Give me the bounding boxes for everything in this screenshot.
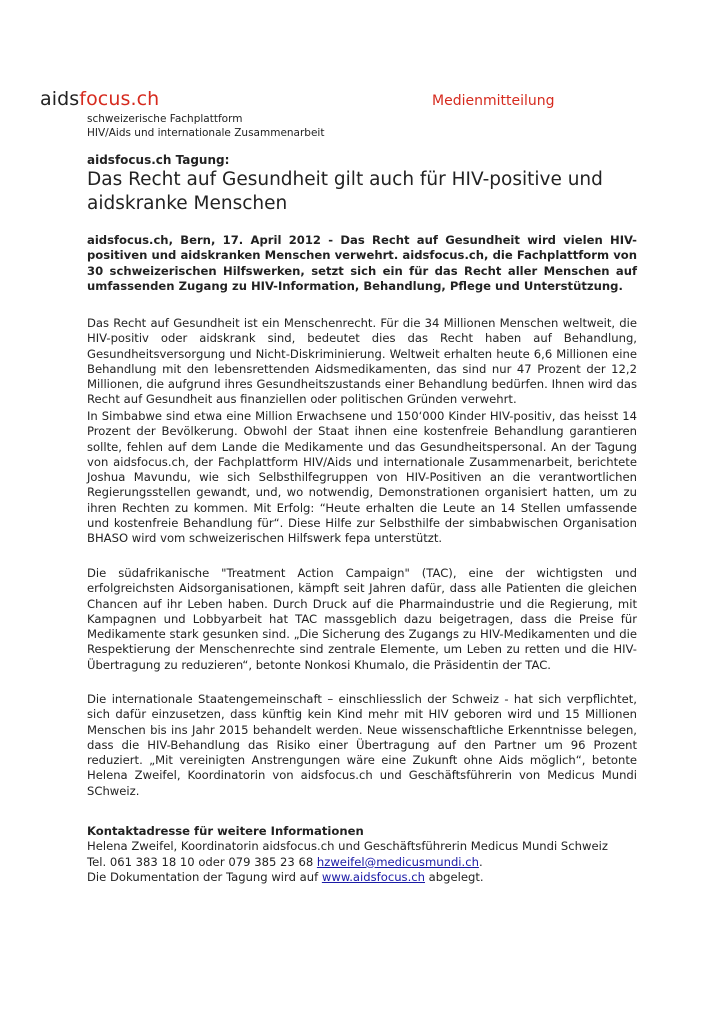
email-link[interactable]: hzweifel@medicusmundi.ch	[316, 854, 479, 869]
tagline-line-2: HIV/Aids und internationale Zusammenarbeit	[87, 127, 325, 139]
release-label: Medienmitteilung	[432, 93, 555, 109]
documentation-suffix: abgelegt.	[425, 869, 484, 884]
article-kicker: aidsfocus.ch Tagung:	[87, 153, 230, 167]
logo-part-aids: aids	[40, 88, 80, 110]
paragraph: In Simbabwe sind etwa eine Million Erwachsene und 150‘000 Kinder HIV-positiv, das heisst 14 Prozent der Bevölkerung. Obwohl der Staat ihnen eine kostenfreie Behandlung garantieren sollte, fehlen auf dem Lande die Medikamente und das Gesundheitspersonal. An der Tagung von aidsfocus.ch, der Fachplattform HIV/Aids und internationale Zusammenarbeit, berichtete Joshua Mavundu, wie sich Selbsthilfegruppen von HIV-Positiven an die verantwortlichen Regierungsstellen gewandt, und, wo notwendig, Demonstrationen organisiert hatten, um zu ihren Rechten zu kommen. Mit Erfolg: “Heute erhalten die Leute an 14 Stellen umfassende und kostenfreie Behandlung für“. Diese Hilfe zur Selbsthilfe der simbabwischen Organisation BHASO wird vom schweizerischen Hilfswerk fepa unterstützt.	[87, 409, 637, 546]
paragraph: Die internationale Staatengemeinschaft – einschliesslich der Schweiz - hat sich verpflichtet, sich dafür einzusetzen, dass künftig kein Kind mehr mit HIV geboren wird und 15 Millionen Menschen bis ins Jahr 2015 behandelt werden. Neue wissenschaftliche Erkenntnisse belegen, dass die HIV-Behandlung das Risiko einer Übertragung auf den Partner um 96 Prozent reduziert. „Mit vereinigten Anstrengungen wäre eine Zukunft ohne Aids möglich“, betonte Helena Zweifel, Koordinatorin von aidsfocus.ch und Geschäftsführerin von Medicus Mundi SChweiz.	[87, 692, 637, 798]
article-title: Das Recht auf Gesundheit gilt auch für HIV-positive und aidskranke Menschen	[87, 169, 603, 214]
tagline	[87, 112, 324, 140]
logo	[40, 88, 159, 110]
documentation-line	[87, 870, 637, 885]
documentation-text: Die Dokumentation der Tagung wird auf	[87, 869, 322, 884]
website-link[interactable]: www.aidsfocus.ch	[321, 869, 425, 884]
paragraph: Das Recht auf Gesundheit ist ein Menschenrecht. Für die 34 Millionen Menschen weltweit, die HIV-positiv oder aidskrank sind, bedeutet dies das Recht haben auf Behandlung, Gesundheitsversorgung und Nicht-Diskriminierung. Weltweit erhalten heute 6,6 Millionen eine Behandlung mit den lebensrettenden Aidsmedikamenten, das sind nur 47 Prozent der 12,2 Millionen, die aufgrund ihres Gesundheitszustands einer Behandlung bedürfen. Ihnen wird das Recht auf Gesundheit aus finanziellen oder politischen Gründen verwehrt.	[87, 316, 637, 407]
contact-heading: Kontaktadresse für weitere Informationen	[87, 824, 364, 838]
contact-phone: Tel. 061 383 18 10 oder 079 385 23 68	[87, 854, 317, 869]
contact-person: Helena Zweifel, Koordinatorin aidsfocus.ch und Geschäftsführerin Medicus Mundi Schweiz	[87, 839, 608, 854]
article-lead: aidsfocus.ch, Bern, 17. April 2012 - Das Recht auf Gesundheit wird vielen HIV-positiven und aidskranken Menschen verwehrt. aidsfocus.ch, die Fachplattform von 30 schweizerischen Hilfswerken, setzt sich ein für das Recht aller Menschen auf umfassenden Zugang zu HIV-Information, Behandlung, Pflege und Unterstützung.	[87, 233, 637, 293]
logo-part-focus: focus.ch	[79, 88, 160, 110]
phone-line-suffix: .	[478, 854, 483, 869]
contact-phone-line	[87, 855, 637, 870]
paragraph: Die südafrikanische "Treatment Action Campaign" (TAC), eine der wichtigsten und erfolgreichsten Aidsorganisationen, kämpft seit Jahren dafür, dass alle Patienten die gleichen Chancen auf ihr Leben haben. Durch Druck auf die Pharmaindustrie und die Regierung, mit Kampagnen und Lobbyarbeit hat TAC massgeblich dazu beigetragen, dass die Preise für Medikamente stark gesunken sind. „Die Sicherung des Zugangs zu HIV-Medikamenten und die Respektierung der Menschenrechte sind zentrale Elemente, um Leben zu retten und die HIV-Übertragung zu reduzieren“, betonte Nonkosi Khumalo, die Präsidentin der TAC.	[87, 566, 637, 672]
tagline-line-1: schweizerische Fachplattform	[87, 113, 243, 125]
contact-block	[87, 824, 637, 885]
